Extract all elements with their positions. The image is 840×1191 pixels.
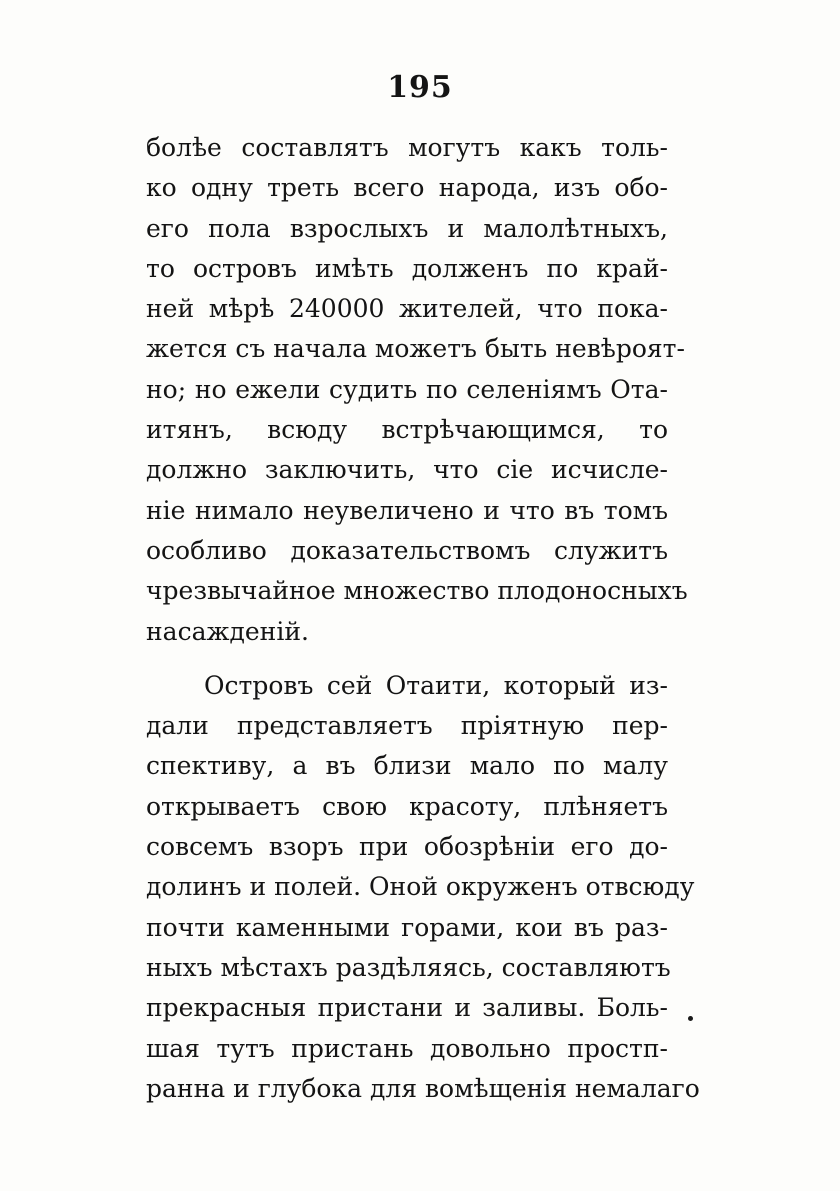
- ink-dot: [688, 1016, 693, 1021]
- page-number: 195: [387, 70, 453, 105]
- text-line: особливо доказательствомъ служитъ: [146, 535, 668, 565]
- text-line: долинъ и полей. Оной окруженъ отвсюду: [146, 872, 695, 902]
- text-line: то островъ имѣть долженъ по край-: [146, 253, 668, 283]
- text-line: дали представляетъ пріятную пер-: [146, 711, 668, 741]
- text-line: ніе нимало неувеличено и что въ томъ: [146, 495, 668, 525]
- text-line: должно заключить, что сіе исчисле-: [146, 455, 668, 485]
- text-line: итянъ, всюду встрѣчающимся, то: [146, 415, 668, 445]
- text-line: почти каменными горами, кои въ раз-: [146, 912, 668, 942]
- paragraph-2: [146, 666, 700, 1109]
- text-line: шая тутъ пристань довольно простп-: [146, 1033, 668, 1063]
- text-line: ныхъ мѣстахъ раздѣляясь, составляютъ: [146, 952, 671, 982]
- text-line: открываетъ свою красоту, плѣняетъ: [146, 791, 668, 821]
- paragraph-1: [146, 128, 688, 652]
- text-line: его пола взрослыхъ и малолѣтныхъ,: [146, 213, 668, 243]
- text-line: ко одну треть всего народа, изъ обо-: [146, 173, 668, 203]
- text-line: прекрасныя пристани и заливы. Боль-: [146, 993, 668, 1023]
- text-line: жется съ начала можетъ быть невѣроят-: [146, 334, 685, 364]
- body-text: [146, 128, 700, 1109]
- text-line: ранна и глубока для вомѣщенія немалаго: [146, 1073, 700, 1103]
- paragraph-gap: [146, 652, 668, 666]
- text-line: болѣе составлятъ могутъ какъ толь-: [146, 133, 668, 162]
- text-line: насажденій.: [146, 616, 309, 646]
- text-line: чрезвычайное множество плодоносныхъ: [146, 576, 688, 606]
- text-line: совсемъ взоръ при обозрѣніи его до-: [146, 832, 668, 862]
- text-line: Островъ сей Отаити, который из-: [204, 670, 668, 700]
- text-line: но; но ежели судить по селеніямъ Ота-: [146, 374, 668, 404]
- text-line: спективу, а въ близи мало по малу: [146, 751, 668, 781]
- text-line: ней мѣрѣ 240000 жителей, что пока-: [146, 294, 668, 324]
